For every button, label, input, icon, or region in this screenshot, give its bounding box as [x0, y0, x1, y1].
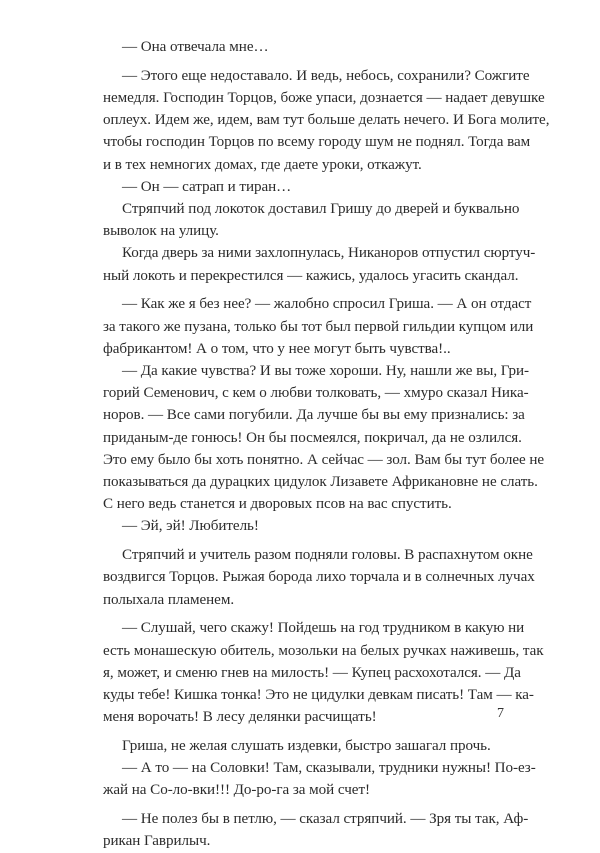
text-line: — Да какие чувства? И вы тоже хороши. Ну, нашли же вы, Гри- — [122, 363, 529, 380]
text-line: за такого же пузана, только бы тот был первой гильдии купцом или — [103, 318, 534, 335]
text-line: выволок на улицу. — [103, 223, 219, 240]
text-line: куды тебе! Кишка тонка! Это не цидулки девкам писать! Там — ка- — [103, 687, 534, 704]
text-line: — Слушай, чего скажу! Пойдешь на год трудником в какую ни — [122, 620, 525, 637]
text-line: рикан Гаврилыч. — [103, 833, 211, 850]
text-line: — Не полез бы в петлю, — сказал стряпчий. — Зря ты так, Аф- — [122, 811, 529, 828]
text-line: Гриша, не желая слушать издевки, быстро зашагал прочь. — [122, 738, 491, 755]
paragraph — [103, 617, 544, 728]
text-line: — Как же я без нее? — жалобно спросил Гриша. — А он отдаст — [122, 296, 532, 313]
paragraph — [103, 198, 520, 242]
paragraph — [103, 293, 534, 360]
page-number: 7 — [497, 706, 504, 721]
paragraph — [103, 242, 536, 286]
paragraph — [103, 515, 503, 537]
text-line: воздвигся Торцов. Рыжая борода лихо торчала и в солнечных лучах — [103, 569, 535, 586]
text-line: полыхала пламенем. — [103, 591, 235, 608]
text-line: Когда дверь за ними захлопнулась, Никаноров отпустил сюртуч- — [122, 245, 536, 262]
text-line: — А то — на Соловки! Там, сказывали, трудники нужны! По-ез- — [122, 760, 536, 777]
paragraph — [103, 808, 529, 852]
text-line: горий Семенович, с кем о любви толковать, — хмуро сказал Ника- — [103, 385, 529, 402]
text-line: норов. — Все сами погубили. Да лучше бы вы ему признались: за — [103, 407, 525, 424]
text-line: ный локоть и перекрестился — кажись, удалось угасить скандал. — [103, 267, 519, 284]
text-line: чтобы господин Торцов по всему городу шум не поднял. Тогда вам — [103, 134, 531, 151]
paragraph — [103, 36, 503, 58]
paragraph — [103, 544, 535, 611]
paragraph — [103, 360, 545, 515]
text-line: есть монашескую обитель, мозольки на белых ручках наживешь, так — [103, 642, 544, 659]
paragraph — [103, 757, 536, 801]
text-line: Стряпчий и учитель разом подняли головы. В распахнутом окне — [122, 547, 533, 564]
text-line: приданым-де гонюсь! Он бы посмеялся, покричал, да не озлился. — [103, 429, 522, 446]
text-line: фабрикантом! А о том, что у нее могут быть чувства!.. — [103, 340, 451, 357]
text-line: я, может, и сменю гнев на милость! — Купец расхохотался. — Да — [103, 664, 521, 681]
paragraph — [103, 65, 550, 176]
text-line: — Она отвечала мне… — [122, 39, 269, 55]
text-line: — Он — сатрап и тиран… — [122, 178, 292, 195]
text-line: Стряпчий под локоток доставил Гришу до дверей и буквально — [122, 201, 520, 218]
text-line: оплеух. Идем же, идем, вам тут больше делать нечего. И Бога молите, — [103, 112, 550, 129]
text-line: и в тех немногих домах, где даете уроки, откажут. — [103, 156, 422, 173]
text-line: — Этого еще недоставало. И ведь, небось, сохранили? Сожгите — [122, 67, 530, 84]
text-line: жай на Со-ло-вки!!! До-ро-га за мой счет! — [103, 782, 370, 799]
paragraph — [103, 176, 503, 198]
text-line: С него ведь станется и дворовых псов на вас спустить. — [103, 496, 452, 513]
paragraph — [103, 735, 503, 757]
text-line: показываться да дурацких цидулок Лизавете Африкановне не слать. — [103, 474, 538, 491]
text-line: — Эй, эй! Любитель! — [122, 518, 259, 535]
body-text — [103, 36, 550, 853]
text-line: немедля. Господин Торцов, боже упаси, дознается — надает девушке — [103, 90, 545, 106]
text-line: Это ему было бы хоть понятно. А сейчас — зол. Вам бы тут более не — [103, 451, 545, 468]
text-line: меня ворочать! В лесу делянки расчищать! — [103, 709, 377, 726]
